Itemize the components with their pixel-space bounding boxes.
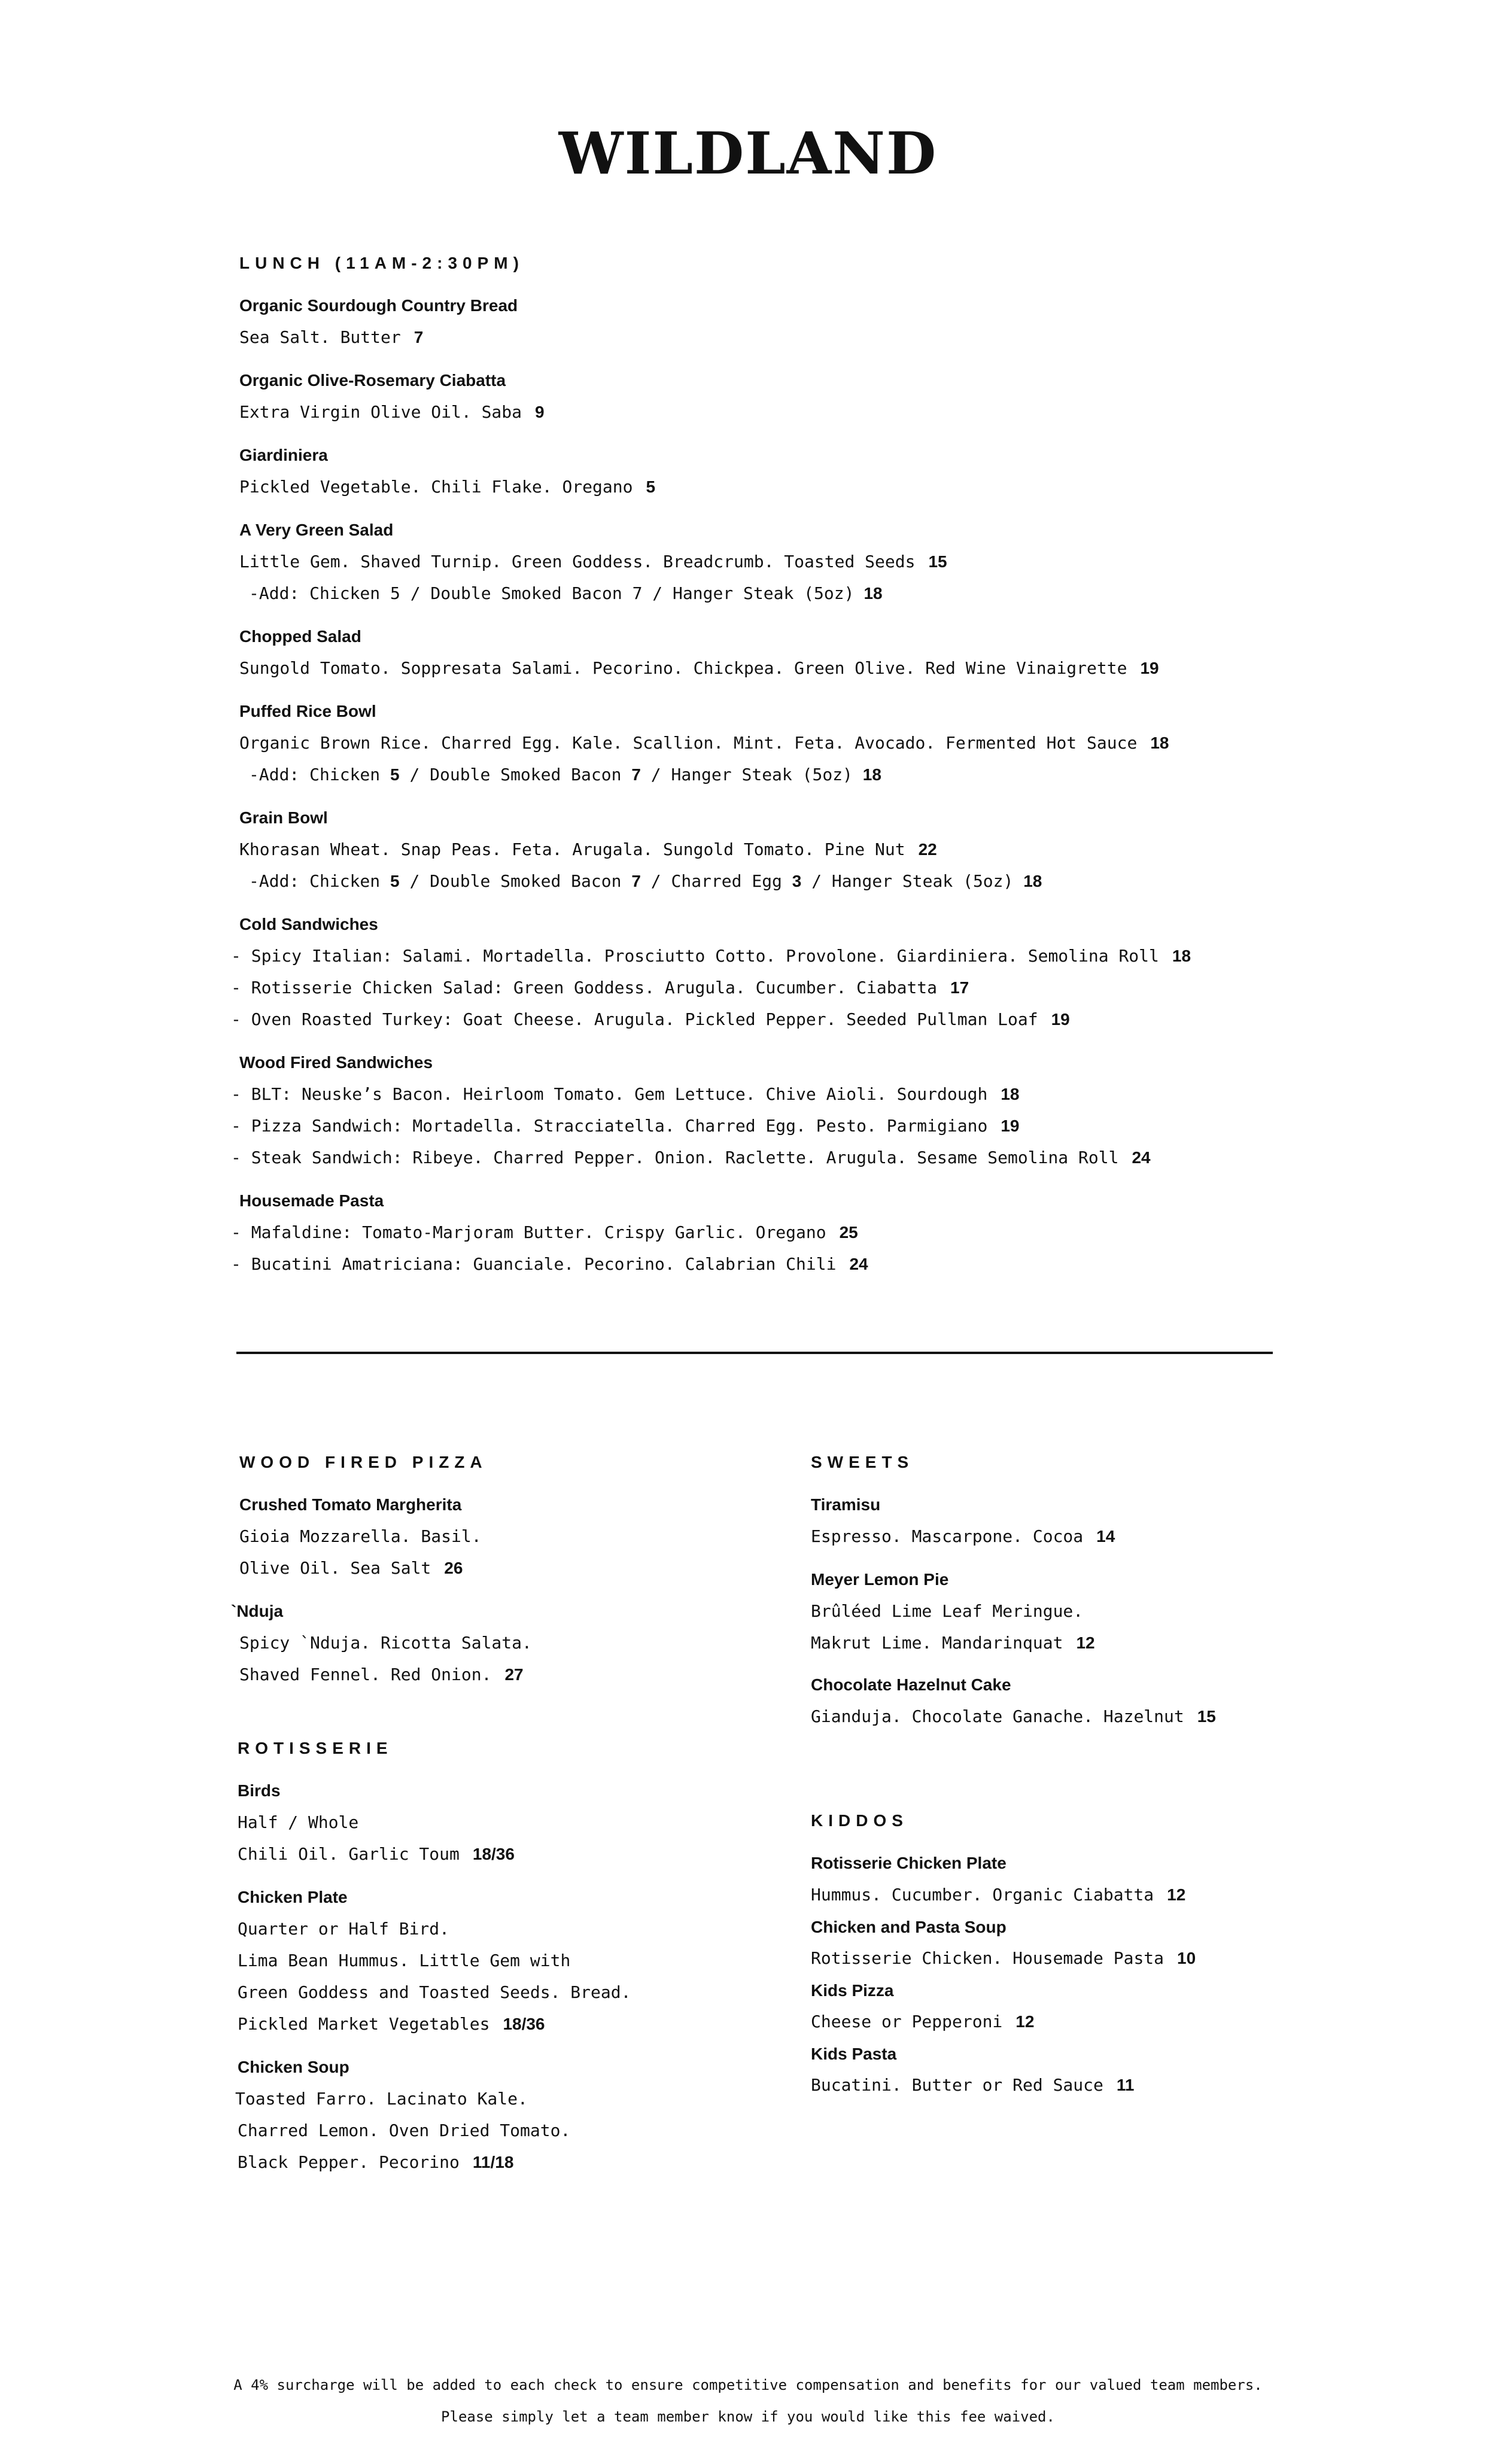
item-desc: Half / Whole <box>238 1812 359 1832</box>
list-item: - Mafaldine: Tomato-Marjoram Butter. Crispy Garlic. Oregano 25 <box>231 1222 858 1242</box>
item-desc: Khorasan Wheat. Snap Peas. Feta. Arugala. Sungold Tomato. Pine Nut 22 <box>239 839 937 859</box>
item-name: Chicken Plate <box>238 1888 348 1906</box>
item-desc: Black Pepper. Pecorino 11/18 <box>238 2152 514 2172</box>
item-price: 19 <box>1001 1117 1020 1135</box>
item-price: 12 <box>1076 1633 1095 1652</box>
item-price: 19 <box>1051 1010 1070 1029</box>
item-desc: Sea Salt. Butter 7 <box>239 327 424 347</box>
item-name: Kids Pasta <box>811 2045 897 2063</box>
pizza-heading: WOOD FIRED PIZZA <box>239 1453 488 1471</box>
item-addons: -Add: Chicken 5 / Double Smoked Bacon 7 / Hanger Steak (5oz) 18 <box>249 583 883 603</box>
item-price: 15 <box>928 552 947 571</box>
item-name: Chocolate Hazelnut Cake <box>811 1675 1011 1694</box>
list-item: - BLT: Neuske’s Bacon. Heirloom Tomato. Gem Lettuce. Chive Aioli. Sourdough 18 <box>231 1084 1020 1104</box>
item-desc: Cheese or Pepperoni 12 <box>811 2012 1035 2031</box>
item-price: 26 <box>444 1559 463 1577</box>
list-item: - Oven Roasted Turkey: Goat Cheese. Arugula. Pickled Pepper. Seeded Pullman Loaf 19 <box>231 1009 1070 1029</box>
item-price: 17 <box>950 978 969 997</box>
item-name: Giardiniera <box>239 446 328 464</box>
list-item: - Steak Sandwich: Ribeye. Charred Pepper. Onion. Raclette. Arugula. Sesame Semolina Roll 24 <box>231 1148 1151 1167</box>
section-divider <box>236 1352 1273 1354</box>
item-desc: Sungold Tomato. Soppresata Salami. Pecorino. Chickpea. Green Olive. Red Wine Vinaigrette 19 <box>239 658 1159 678</box>
item-desc: Hummus. Cucumber. Organic Ciabatta 12 <box>811 1885 1186 1905</box>
item-name: Tiramisu <box>811 1495 881 1514</box>
item-desc: Lima Bean Hummus. Little Gem with <box>238 1951 571 1970</box>
item-desc: Rotisserie Chicken. Housemade Pasta 10 <box>811 1948 1196 1968</box>
item-desc: Gioia Mozzarella. Basil. <box>239 1526 482 1546</box>
list-item: - Rotisserie Chicken Salad: Green Goddess. Arugula. Cucumber. Ciabatta 17 <box>231 978 969 997</box>
item-desc: Bucatini. Butter or Red Sauce 11 <box>811 2075 1135 2095</box>
item-name: Cold Sandwiches <box>239 915 378 933</box>
item-desc: Shaved Fennel. Red Onion. 27 <box>239 1665 524 1684</box>
item-desc: Pickled Market Vegetables 18/36 <box>238 2014 545 2034</box>
surcharge-note: A 4% surcharge will be added to each check to ensure competitive compensation and benefits for our valued team members. <box>233 2377 1263 2393</box>
item-price: 25 <box>839 1223 858 1242</box>
item-name: Housemade Pasta <box>239 1191 384 1210</box>
item-name: A Very Green Salad <box>239 521 394 539</box>
item-desc: Quarter or Half Bird. <box>238 1919 450 1939</box>
item-price: 18 <box>1001 1085 1020 1103</box>
item-price: 15 <box>1197 1707 1216 1726</box>
item-addons: -Add: Chicken 5 / Double Smoked Bacon 7 / Hanger Steak (5oz) 18 <box>249 765 881 784</box>
kiddos-heading: KIDDOS <box>811 1811 908 1830</box>
item-price: 10 <box>1177 1949 1196 1967</box>
brand-logo: WILDLAND <box>558 120 938 187</box>
list-item: - Spicy Italian: Salami. Mortadella. Prosciutto Cotto. Provolone. Giardiniera. Semolina Roll 18 <box>231 946 1191 966</box>
fee-waiver-note: Please simply let a team member know if you would like this fee waived. <box>441 2408 1055 2425</box>
list-item: - Bucatini Amatriciana: Guanciale. Pecorino. Calabrian Chili 24 <box>231 1254 868 1274</box>
item-desc: Green Goddess and Toasted Seeds. Bread. <box>238 1982 631 2002</box>
item-price: 11 <box>1116 2076 1135 2094</box>
item-price: 22 <box>918 840 937 859</box>
item-name: `Nduja <box>231 1602 284 1620</box>
rotisserie-heading: ROTISSERIE <box>238 1739 393 1757</box>
item-name: Rotisserie Chicken Plate <box>811 1854 1007 1872</box>
item-price: 27 <box>504 1665 524 1684</box>
list-item: - Pizza Sandwich: Mortadella. Stracciatella. Charred Egg. Pesto. Parmigiano 19 <box>231 1116 1020 1136</box>
item-desc: Gianduja. Chocolate Ganache. Hazelnut 15 <box>811 1706 1216 1726</box>
lunch-heading: LUNCH (11AM-2:30PM) <box>239 254 524 272</box>
item-desc: Organic Brown Rice. Charred Egg. Kale. Scallion. Mint. Feta. Avocado. Fermented Hot Sauce 18 <box>239 733 1169 753</box>
item-desc: Espresso. Mascarpone. Cocoa 14 <box>811 1526 1115 1546</box>
item-price: 18/36 <box>472 1845 515 1863</box>
item-desc: Olive Oil. Sea Salt 26 <box>239 1558 463 1578</box>
item-desc: Charred Lemon. Oven Dried Tomato. <box>238 2121 571 2140</box>
item-price: 18 <box>1150 734 1169 752</box>
item-name: Grain Bowl <box>239 808 328 827</box>
item-price: 11/18 <box>472 2153 514 2171</box>
item-addons: -Add: Chicken 5 / Double Smoked Bacon 7 / Charred Egg 3 / Hanger Steak (5oz) 18 <box>249 871 1042 891</box>
item-name: Chopped Salad <box>239 627 361 646</box>
item-price: 12 <box>1015 2012 1035 2031</box>
sweets-heading: SWEETS <box>811 1453 914 1471</box>
item-price: 14 <box>1096 1527 1115 1546</box>
item-desc: Brûléed Lime Leaf Meringue. <box>811 1601 1084 1621</box>
item-price: 24 <box>849 1255 868 1273</box>
item-price: 12 <box>1167 1885 1186 1904</box>
item-name: Organic Olive-Rosemary Ciabatta <box>239 371 506 390</box>
item-name: Chicken and Pasta Soup <box>811 1918 1007 1936</box>
item-desc: Makrut Lime. Mandarinquat 12 <box>811 1633 1095 1653</box>
item-price: 9 <box>535 403 545 421</box>
item-price: 18/36 <box>503 2015 545 2033</box>
item-price: 24 <box>1132 1148 1151 1167</box>
item-name: Kids Pizza <box>811 1981 894 2000</box>
item-price: 18 <box>863 584 883 603</box>
item-price: 18 <box>1172 947 1191 965</box>
item-name: Wood Fired Sandwiches <box>239 1053 433 1072</box>
item-desc: Pickled Vegetable. Chili Flake. Oregano 5 <box>239 477 656 497</box>
item-name: Chicken Soup <box>238 2058 349 2076</box>
item-name: Birds <box>238 1781 281 1800</box>
item-desc: Spicy `Nduja. Ricotta Salata. <box>239 1633 532 1653</box>
item-price: 7 <box>413 328 424 346</box>
item-name: Meyer Lemon Pie <box>811 1570 949 1589</box>
item-desc: Chili Oil. Garlic Toum 18/36 <box>238 1844 515 1864</box>
item-desc: Extra Virgin Olive Oil. Saba 9 <box>239 402 545 422</box>
item-price: 19 <box>1140 659 1159 677</box>
item-name: Organic Sourdough Country Bread <box>239 296 518 315</box>
item-name: Puffed Rice Bowl <box>239 702 376 720</box>
item-price: 5 <box>646 477 656 496</box>
item-desc: Little Gem. Shaved Turnip. Green Goddess. Breadcrumb. Toasted Seeds 15 <box>239 552 947 571</box>
item-name: Crushed Tomato Margherita <box>239 1495 462 1514</box>
item-desc: Toasted Farro. Lacinato Kale. <box>235 2089 528 2109</box>
